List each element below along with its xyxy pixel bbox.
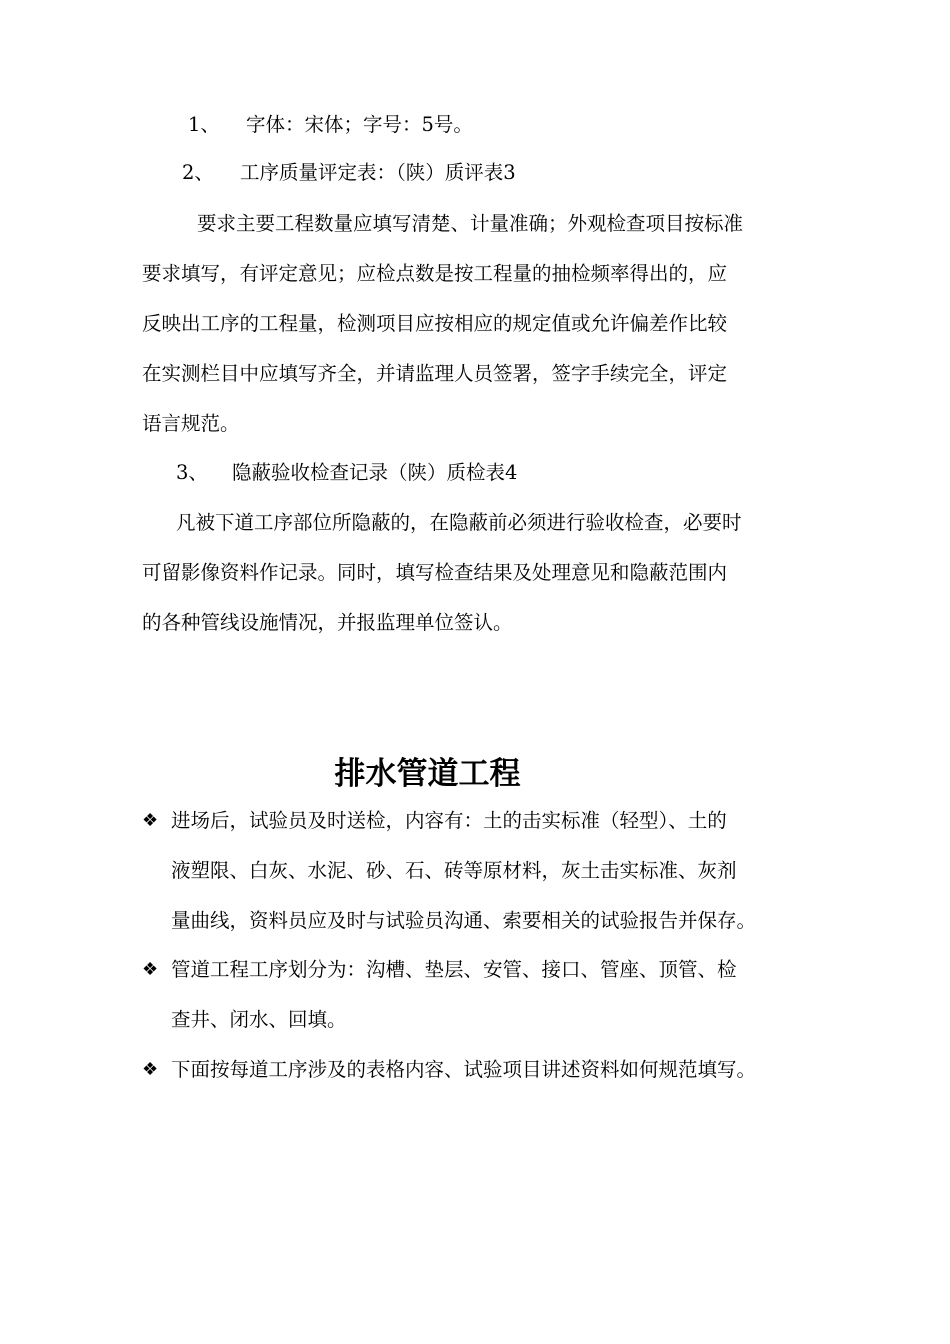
bullet-line: 进场后，试验员及时送检，内容有：土的击实标准（轻型）、土的	[171, 809, 727, 832]
paragraph-line: 可留影像资料作记录。同时，填写检查结果及处理意见和隐蔽范围内	[142, 561, 728, 584]
paragraph-line: 要求主要工程数量应填写清楚、计量准确；外观检查项目按标准	[197, 212, 744, 235]
paragraph-line: 语言规范。	[142, 412, 240, 435]
paragraph-line: 凡被下道工序部位所隐蔽的，在隐蔽前必须进行验收检查，必要时	[176, 511, 742, 534]
bullet-line: 量曲线，资料员应及时与试验员沟通、索要相关的试验报告并保存。	[171, 909, 757, 932]
item-text: 字体：宋体；字号：5号。	[246, 113, 473, 136]
diamond-bullet-icon: ❖	[142, 1059, 159, 1080]
paragraph-line: 反映出工序的工程量，检测项目应按相应的规定值或允许偏差作比较	[142, 312, 728, 335]
item-text: 工序质量评定表：（陕）质评表3	[240, 161, 516, 184]
section-heading: 排水管道工程	[334, 756, 521, 792]
item-text: 隐蔽验收检查记录（陕）质检表4	[232, 461, 518, 484]
bullet-line: 下面按每道工序涉及的表格内容、试验项目讲述资料如何规范填写。	[171, 1058, 757, 1081]
bullet-line: 管道工程工序划分为：沟槽、垫层、安管、接口、管座、顶管、检	[171, 958, 737, 981]
paragraph-line: 在实测栏目中应填写齐全，并请监理人员签署，签字手续完全，评定	[142, 362, 728, 385]
list-item-3	[176, 458, 517, 488]
diamond-bullet-icon: ❖	[142, 810, 159, 831]
item-number: 3、	[176, 461, 208, 484]
paragraph-line: 要求填写，有评定意见；应检点数是按工程量的抽检频率得出的，应	[142, 262, 728, 285]
list-item-1	[188, 110, 473, 140]
item-number: 2、	[182, 161, 214, 184]
list-item-2	[182, 158, 516, 188]
bullet-line: 液塑限、白灰、水泥、砂、石、砖等原材料，灰土击实标准、灰剂	[171, 859, 737, 882]
bullet-line: 查井、闭水、回填。	[171, 1008, 347, 1031]
paragraph-line: 的各种管线设施情况，并报监理单位签认。	[142, 611, 513, 634]
item-number: 1、	[188, 113, 220, 136]
diamond-bullet-icon: ❖	[142, 959, 159, 980]
